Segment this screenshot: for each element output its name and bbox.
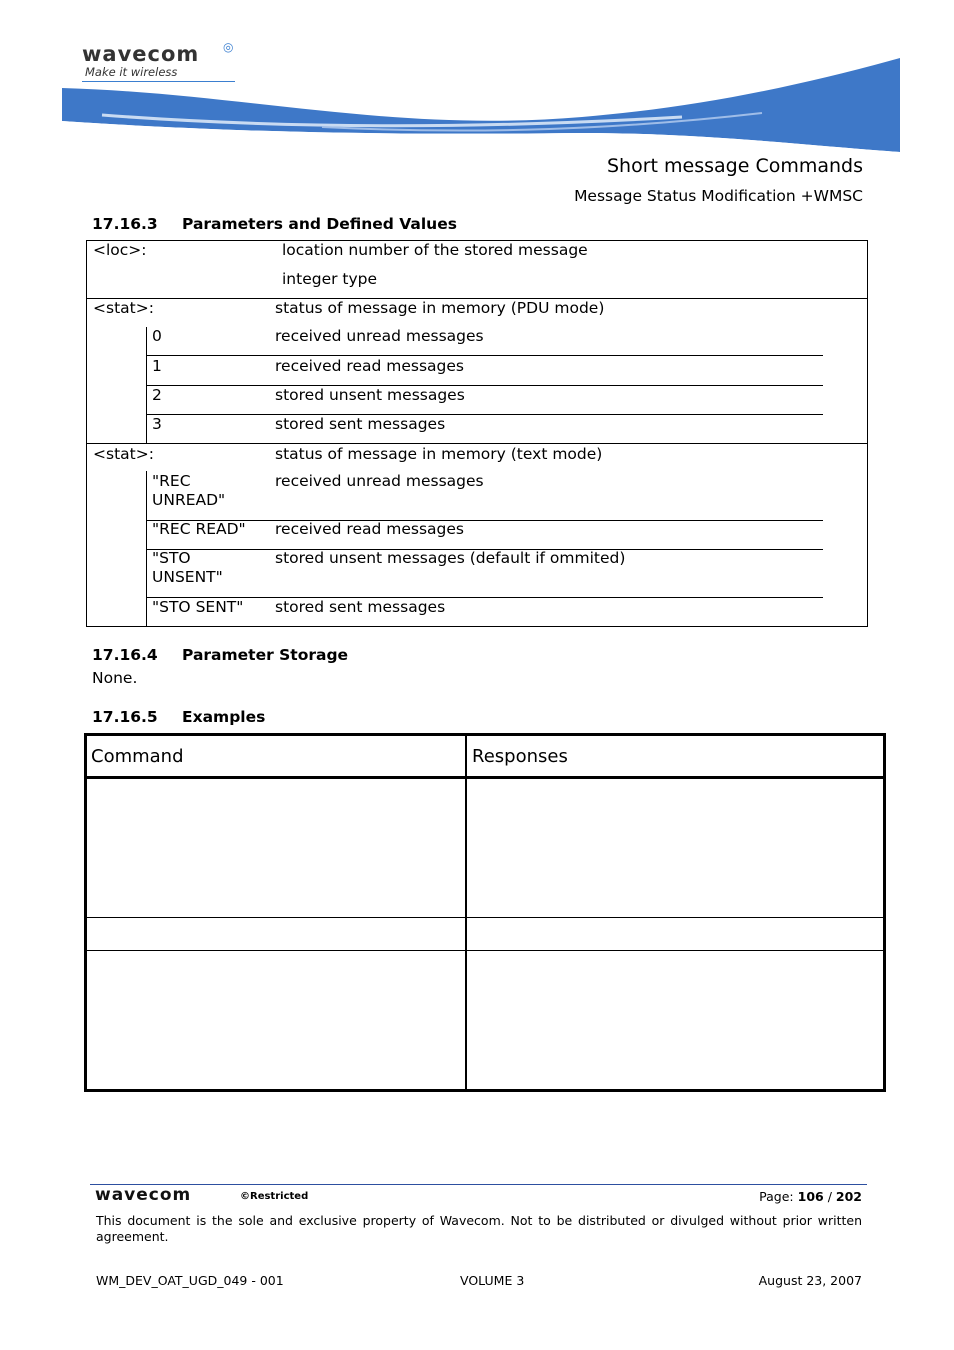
heading-storage-number: 17.16.4 bbox=[92, 646, 158, 664]
footer-restricted: ©Restricted bbox=[240, 1191, 309, 1202]
stat-text-value: "REC READ" bbox=[152, 520, 246, 538]
header-wave-banner bbox=[62, 55, 900, 155]
examples-header-command: Command bbox=[91, 746, 184, 767]
stat-text-value: "STO SENT" bbox=[152, 598, 244, 616]
subsection-title: Message Status Modification +WMSC bbox=[574, 187, 863, 205]
heading-examples-title: Examples bbox=[182, 708, 266, 726]
heading-storage-title: Parameter Storage bbox=[182, 646, 349, 664]
examples-header-divider bbox=[87, 776, 883, 779]
footer-volume: VOLUME 3 bbox=[460, 1273, 525, 1288]
heading-storage bbox=[92, 646, 348, 664]
stat-text-value: "REC bbox=[152, 472, 191, 490]
stat-pdu-value: 1 bbox=[152, 357, 162, 375]
stat-pdu-value: 2 bbox=[152, 386, 162, 404]
stat-text-desc: stored unsent messages (default if ommited) bbox=[275, 549, 626, 567]
page-label: Page: bbox=[759, 1189, 794, 1204]
footer-date: August 23, 2007 bbox=[758, 1273, 862, 1288]
stat-pdu-desc: received read messages bbox=[275, 357, 464, 375]
stat-pdu-desc: received unread messages bbox=[275, 327, 484, 345]
subrow-divider bbox=[146, 385, 823, 386]
examples-table bbox=[84, 733, 886, 1092]
parameters-table bbox=[86, 240, 868, 627]
param-loc-desc: location number of the stored message bbox=[282, 241, 588, 259]
heading-examples bbox=[92, 708, 265, 726]
examples-column-divider bbox=[465, 736, 467, 1089]
page-separator: / bbox=[827, 1189, 832, 1204]
footer-rule bbox=[90, 1184, 867, 1185]
logo-tagline: Make it wireless bbox=[85, 65, 178, 79]
wavecom-logo: wavecom bbox=[82, 42, 200, 66]
footer-wavecom-logo: wavecom bbox=[95, 1185, 192, 1205]
footer-doc-id: WM_DEV_OAT_UGD_049 - 001 bbox=[96, 1273, 284, 1288]
stat-text-desc: stored sent messages bbox=[275, 598, 446, 616]
page-current: 106 bbox=[797, 1189, 824, 1204]
heading-params bbox=[92, 215, 457, 233]
param-stat-text-desc: status of message in memory (text mode) bbox=[275, 445, 603, 463]
logo-swirl-icon: ◎ bbox=[223, 40, 234, 54]
param-stat-pdu-desc: status of message in memory (PDU mode) bbox=[275, 299, 605, 317]
page-total: 202 bbox=[835, 1189, 862, 1204]
stat-pdu-desc: stored unsent messages bbox=[275, 386, 465, 404]
stat-text-value-cont: UNREAD" bbox=[152, 491, 226, 509]
stat-text-value: "STO bbox=[152, 549, 191, 567]
subrow-divider bbox=[146, 597, 823, 598]
heading-examples-number: 17.16.5 bbox=[92, 708, 158, 726]
footer-notice: This document is the sole and exclusive property of Wavecom. Not to be distributed or divulged without prior written agreement. bbox=[96, 1213, 862, 1244]
footer-page-number bbox=[759, 1189, 862, 1204]
row-divider bbox=[87, 443, 867, 444]
examples-row-divider bbox=[87, 917, 883, 918]
stat-text-value-cont: UNSENT" bbox=[152, 568, 223, 586]
stat-text-desc: received read messages bbox=[275, 520, 464, 538]
subrow-divider bbox=[146, 355, 823, 356]
section-title: Short message Commands bbox=[606, 155, 863, 177]
examples-header-responses: Responses bbox=[472, 746, 568, 767]
stat-text-desc: received unread messages bbox=[275, 472, 484, 490]
param-stat-text-name: <stat>: bbox=[93, 445, 154, 463]
storage-body: None. bbox=[92, 669, 138, 687]
param-stat-pdu-name: <stat>: bbox=[93, 299, 154, 317]
param-loc-name: <loc>: bbox=[93, 241, 147, 259]
param-loc-type: integer type bbox=[282, 270, 378, 288]
examples-row-divider bbox=[87, 950, 883, 951]
stat-pdu-value: 0 bbox=[152, 327, 162, 345]
stat-pdu-desc: stored sent messages bbox=[275, 415, 446, 433]
heading-params-number: 17.16.3 bbox=[92, 215, 158, 233]
stat-pdu-value: 3 bbox=[152, 415, 162, 433]
heading-params-title: Parameters and Defined Values bbox=[182, 215, 457, 233]
subrow-divider bbox=[146, 414, 823, 415]
subrow-divider bbox=[146, 520, 823, 521]
